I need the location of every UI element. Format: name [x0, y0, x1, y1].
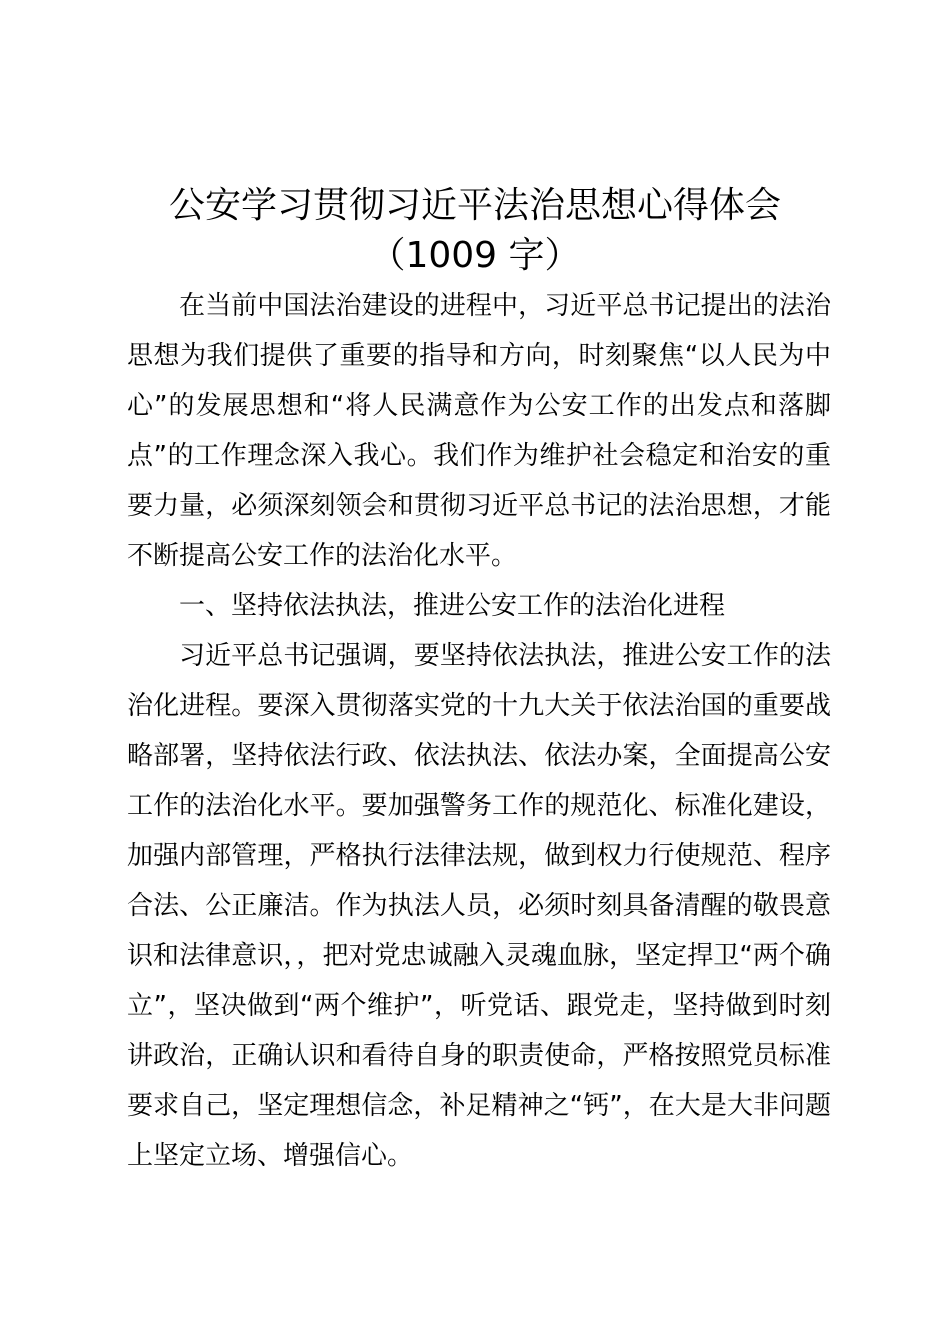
- document-title: 公安学习贯彻习近平法治思想心得体会: [168, 185, 781, 226]
- section-heading-1: 一、坚持依法执法，推进公安工作的法治化进程: [179, 591, 726, 621]
- document-body: [127, 281, 831, 1181]
- intro-paragraph: 在当前中国法治建设的进程中，习近平总书记提出的法治思想为我们提供了重要的指导和方向，时刻聚焦“以人民为中心”的发展思想和“将人民满意作为公安工作的出发点和落脚点”的工作理念深入我心。我们作为维护社会稳定和治安的重要力量，必须深刻领会和贯彻习近平总书记的法治思想，才能不断提高公安工作的法治化水平。: [127, 291, 831, 571]
- document-word-count: （1009 字）: [369, 235, 581, 276]
- section-1-paragraph: 习近平总书记强调，要坚持依法执法，推进公安工作的法治化进程。要深入贯彻落实党的十九大关于依法治国的重要战略部署，坚持依法行政、依法执法、依法办案，全面提高公安工作的法治化水平。要加强警务工作的规范化、标准化建设，加强内部管理，严格执行法律法规，做到权力行使规范、程序合法、公正廉洁。作为执法人员，必须时刻具备清醒的敬畏意识和法律意识，，把对党忠诚融入灵魂血脉，坚定捍卫“两个确立”，坚决做到“两个维护”，听党话、跟党走，坚持做到时刻讲政治，正确认识和看待自身的职责使命，严格按照党员标准要求自己，坚定理想信念，补足精神之“钙”，在大是大非问题上坚定立场、增强信心。: [127, 641, 831, 1171]
